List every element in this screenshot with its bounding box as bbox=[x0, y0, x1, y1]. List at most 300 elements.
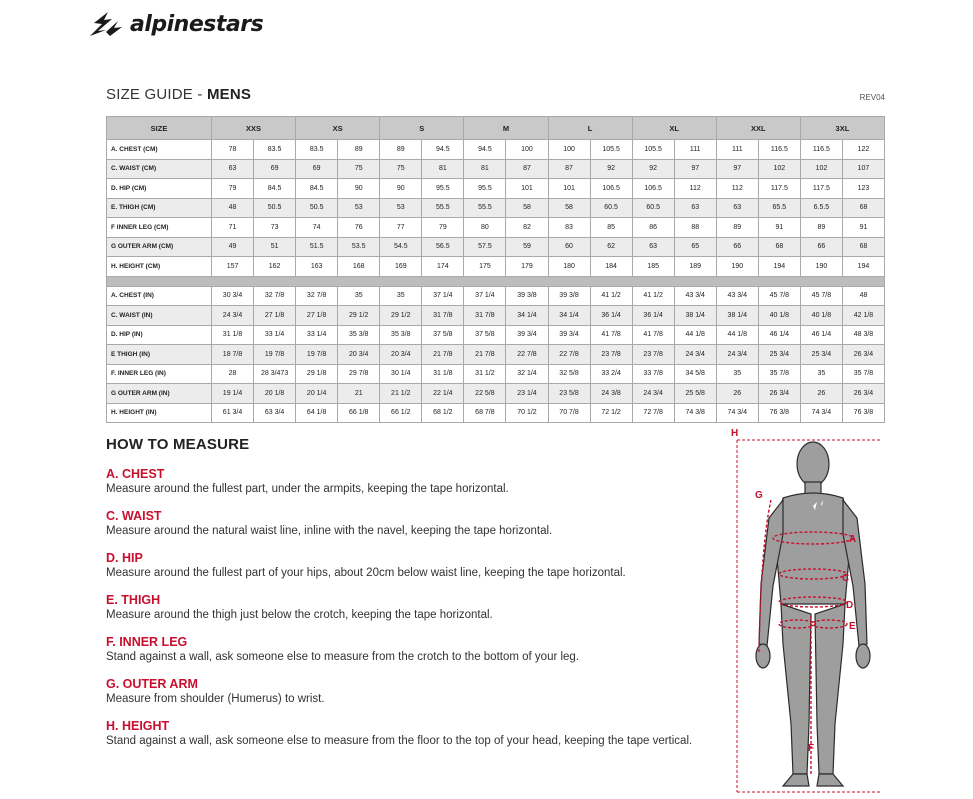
table-cell: 23 5/8 bbox=[548, 384, 590, 404]
table-cell: 34 1/4 bbox=[506, 306, 548, 326]
table-cell: 25 3/4 bbox=[800, 345, 842, 365]
table-cell: 75 bbox=[338, 159, 380, 179]
table-cell: 41 7/8 bbox=[632, 325, 674, 345]
table-row bbox=[107, 218, 885, 238]
row-label: F INNER LEG (CM) bbox=[107, 218, 212, 238]
table-cell: 45 7/8 bbox=[800, 286, 842, 306]
table-cell: 65.5 bbox=[758, 198, 800, 218]
table-cell: 66 1/2 bbox=[380, 403, 422, 423]
table-cell: 102 bbox=[800, 159, 842, 179]
measure-item bbox=[106, 551, 706, 581]
table-row bbox=[107, 325, 885, 345]
size-header-m: M bbox=[464, 117, 548, 140]
title-gender: MENS bbox=[206, 86, 252, 103]
table-cell: 72 7/8 bbox=[632, 403, 674, 423]
table-cell: 28 bbox=[212, 364, 254, 384]
table-cell: 23 1/4 bbox=[506, 384, 548, 404]
mannequin-diagram bbox=[725, 424, 885, 794]
table-cell: 68 7/8 bbox=[464, 403, 506, 423]
table-cell: 73 bbox=[254, 218, 296, 238]
measure-description: Measure around the fullest part, under the armpits, keeping the tape horizontal. bbox=[106, 483, 509, 495]
table-cell: 81 bbox=[464, 159, 506, 179]
table-cell: 60.5 bbox=[590, 198, 632, 218]
table-cell: 80 bbox=[464, 218, 506, 238]
table-cell: 163 bbox=[296, 257, 338, 277]
table-cell: 37 5/8 bbox=[464, 325, 506, 345]
table-cell: 105.5 bbox=[590, 140, 632, 160]
table-cell: 86 bbox=[632, 218, 674, 238]
table-cell: 18 7/8 bbox=[212, 345, 254, 365]
alpinestars-star-icon bbox=[88, 9, 128, 39]
table-cell: 37 5/8 bbox=[422, 325, 464, 345]
table-cell: 63 bbox=[632, 237, 674, 257]
measure-item bbox=[106, 635, 706, 665]
table-cell: 33 1/4 bbox=[254, 325, 296, 345]
table-cell: 24 3/4 bbox=[212, 306, 254, 326]
table-cell: 68 1/2 bbox=[422, 403, 464, 423]
table-cell: 100 bbox=[506, 140, 548, 160]
table-cell: 24 3/4 bbox=[674, 345, 716, 365]
table-cell: 33 1/4 bbox=[296, 325, 338, 345]
row-label: F. INNER LEG (IN) bbox=[107, 364, 212, 384]
table-cell: 26 3/4 bbox=[758, 384, 800, 404]
table-cell: 45 7/8 bbox=[758, 286, 800, 306]
table-cell: 60 bbox=[548, 237, 590, 257]
table-cell: 162 bbox=[254, 257, 296, 277]
row-label: A. CHEST (IN) bbox=[107, 286, 212, 306]
table-cell: 180 bbox=[548, 257, 590, 277]
size-header-s: S bbox=[380, 117, 464, 140]
measure-heading: E. THIGH bbox=[106, 593, 161, 607]
table-cell: 26 3/4 bbox=[842, 384, 884, 404]
table-cell: 97 bbox=[674, 159, 716, 179]
table-cell: 20 1/8 bbox=[254, 384, 296, 404]
table-cell: 32 5/8 bbox=[548, 364, 590, 384]
table-cell: 35 bbox=[800, 364, 842, 384]
table-cell: 50.5 bbox=[254, 198, 296, 218]
table-cell: 51.5 bbox=[296, 237, 338, 257]
table-cell: 35 bbox=[338, 286, 380, 306]
table-cell: 41 7/8 bbox=[590, 325, 632, 345]
table-cell: 83.5 bbox=[296, 140, 338, 160]
measure-description: Measure around the natural waist line, inline with the navel, keeping the tape horizontal. bbox=[106, 525, 553, 537]
table-cell: 185 bbox=[632, 257, 674, 277]
measure-item bbox=[106, 593, 706, 623]
table-cell: 48 3/8 bbox=[842, 325, 884, 345]
brand-logo bbox=[88, 6, 263, 42]
table-row bbox=[107, 384, 885, 404]
table-cell: 26 bbox=[800, 384, 842, 404]
table-cell: 53 bbox=[380, 198, 422, 218]
table-cell: 22 1/4 bbox=[422, 384, 464, 404]
how-to-measure-section bbox=[106, 436, 706, 761]
table-cell: 26 3/4 bbox=[842, 345, 884, 365]
table-cell: 89 bbox=[800, 218, 842, 238]
table-separator bbox=[107, 276, 885, 286]
table-cell: 57.5 bbox=[464, 237, 506, 257]
table-cell: 87 bbox=[548, 159, 590, 179]
label-g: G bbox=[755, 490, 763, 501]
table-cell: 55.5 bbox=[422, 198, 464, 218]
table-cell: 44 1/8 bbox=[674, 325, 716, 345]
table-cell: 35 7/8 bbox=[842, 364, 884, 384]
table-cell: 112 bbox=[674, 179, 716, 199]
row-label: E THIGH (IN) bbox=[107, 345, 212, 365]
table-cell: 116.5 bbox=[800, 140, 842, 160]
measure-description: Measure from shoulder (Humerus) to wrist. bbox=[106, 693, 325, 705]
row-label: A. CHEST (CM) bbox=[107, 140, 212, 160]
label-h: H bbox=[731, 428, 739, 439]
table-cell: 79 bbox=[422, 218, 464, 238]
table-cell: 37 1/4 bbox=[422, 286, 464, 306]
row-label: H. HEIGHT (IN) bbox=[107, 403, 212, 423]
table-cell: 78 bbox=[212, 140, 254, 160]
table-cell: 43 3/4 bbox=[716, 286, 758, 306]
table-row bbox=[107, 198, 885, 218]
table-cell: 190 bbox=[716, 257, 758, 277]
table-cell: 87 bbox=[506, 159, 548, 179]
table-cell: 41 1/2 bbox=[590, 286, 632, 306]
table-cell: 84.5 bbox=[254, 179, 296, 199]
row-label: G OUTER ARM (IN) bbox=[107, 384, 212, 404]
table-cell: 29 1/8 bbox=[296, 364, 338, 384]
row-label: E. THIGH (CM) bbox=[107, 198, 212, 218]
measure-description: Stand against a wall, ask someone else to measure from the floor to the top of your head, keeping the tape vertical. bbox=[106, 735, 693, 747]
table-cell: 50.5 bbox=[296, 198, 338, 218]
table-cell: 43 3/4 bbox=[674, 286, 716, 306]
table-cell: 39 3/8 bbox=[506, 286, 548, 306]
table-cell: 82 bbox=[506, 218, 548, 238]
table-cell: 31 7/8 bbox=[422, 306, 464, 326]
mannequin-body bbox=[756, 442, 870, 786]
table-cell: 29 1/2 bbox=[338, 306, 380, 326]
page-title bbox=[106, 86, 251, 103]
table-cell: 68 bbox=[842, 198, 884, 218]
table-cell: 63 bbox=[212, 159, 254, 179]
table-cell: 116.5 bbox=[758, 140, 800, 160]
table-cell: 102 bbox=[758, 159, 800, 179]
label-e: E bbox=[849, 621, 856, 632]
table-row bbox=[107, 159, 885, 179]
table-cell: 66 bbox=[716, 237, 758, 257]
table-cell: 35 7/8 bbox=[758, 364, 800, 384]
table-cell: 76 bbox=[338, 218, 380, 238]
table-cell: 184 bbox=[590, 257, 632, 277]
table-cell: 70 7/8 bbox=[548, 403, 590, 423]
table-cell: 62 bbox=[590, 237, 632, 257]
measure-heading: F. INNER LEG bbox=[106, 635, 188, 649]
label-d: D bbox=[846, 600, 854, 611]
table-cell: 72 1/2 bbox=[590, 403, 632, 423]
row-label: G OUTER ARM (CM) bbox=[107, 237, 212, 257]
size-header-xs: XS bbox=[296, 117, 380, 140]
table-cell: 21 1/2 bbox=[380, 384, 422, 404]
table-cell: 107 bbox=[842, 159, 884, 179]
table-cell: 76 3/8 bbox=[758, 403, 800, 423]
table-cell: 27 1/8 bbox=[254, 306, 296, 326]
table-cell: 29 1/2 bbox=[380, 306, 422, 326]
table-cell: 32 7/8 bbox=[296, 286, 338, 306]
size-table bbox=[106, 116, 885, 423]
table-cell: 74 3/8 bbox=[674, 403, 716, 423]
table-cell: 53 bbox=[338, 198, 380, 218]
table-cell: 48 bbox=[842, 286, 884, 306]
table-cell: 21 bbox=[338, 384, 380, 404]
table-cell: 30 3/4 bbox=[212, 286, 254, 306]
table-cell: 35 3/8 bbox=[380, 325, 422, 345]
table-cell: 35 bbox=[380, 286, 422, 306]
table-cell: 63 3/4 bbox=[254, 403, 296, 423]
table-cell: 48 bbox=[212, 198, 254, 218]
table-cell: 89 bbox=[380, 140, 422, 160]
table-cell: 23 7/8 bbox=[632, 345, 674, 365]
table-cell: 190 bbox=[800, 257, 842, 277]
table-cell: 61 3/4 bbox=[212, 403, 254, 423]
table-cell: 106.5 bbox=[632, 179, 674, 199]
table-cell: 70 1/2 bbox=[506, 403, 548, 423]
table-cell: 63 bbox=[716, 198, 758, 218]
brand-name: alpinestars bbox=[130, 11, 264, 37]
table-cell: 88 bbox=[674, 218, 716, 238]
table-cell: 66 1/8 bbox=[338, 403, 380, 423]
size-header-xxs: XXS bbox=[212, 117, 296, 140]
table-cell: 20 3/4 bbox=[338, 345, 380, 365]
table-cell: 92 bbox=[590, 159, 632, 179]
size-table-header bbox=[107, 117, 885, 140]
table-cell: 175 bbox=[464, 257, 506, 277]
table-cell: 106.5 bbox=[590, 179, 632, 199]
table-cell: 24 3/4 bbox=[716, 345, 758, 365]
table-cell: 31 1/2 bbox=[464, 364, 506, 384]
table-cell: 19 7/8 bbox=[296, 345, 338, 365]
table-cell: 111 bbox=[674, 140, 716, 160]
table-cell: 46 1/4 bbox=[758, 325, 800, 345]
table-cell: 81 bbox=[422, 159, 464, 179]
measure-description: Measure around the fullest part of your hips, about 20cm below waist line, keeping the tape horizontal. bbox=[106, 567, 626, 579]
table-cell: 68 bbox=[758, 237, 800, 257]
table-cell: 56.5 bbox=[422, 237, 464, 257]
table-cell: 97 bbox=[716, 159, 758, 179]
row-label: D. HIP (CM) bbox=[107, 179, 212, 199]
table-row bbox=[107, 403, 885, 423]
table-cell: 63 bbox=[674, 198, 716, 218]
table-cell: 94.5 bbox=[422, 140, 464, 160]
table-cell: 168 bbox=[338, 257, 380, 277]
row-label: H. HEIGHT (CM) bbox=[107, 257, 212, 277]
table-cell: 34 1/4 bbox=[548, 306, 590, 326]
table-cell: 28 3/473 bbox=[254, 364, 296, 384]
table-cell: 32 1/4 bbox=[506, 364, 548, 384]
table-cell: 55.5 bbox=[464, 198, 506, 218]
row-label: C. WAIST (CM) bbox=[107, 159, 212, 179]
table-cell: 174 bbox=[422, 257, 464, 277]
table-cell: 189 bbox=[674, 257, 716, 277]
measure-heading: D. HIP bbox=[106, 551, 143, 565]
table-cell: 94.5 bbox=[464, 140, 506, 160]
size-header-xxl: XXL bbox=[716, 117, 800, 140]
table-cell: 38 1/4 bbox=[716, 306, 758, 326]
table-cell: 27 1/8 bbox=[296, 306, 338, 326]
table-cell: 157 bbox=[212, 257, 254, 277]
label-a: A bbox=[849, 534, 857, 545]
table-cell: 105.5 bbox=[632, 140, 674, 160]
table-cell: 39 3/4 bbox=[548, 325, 590, 345]
table-cell: 117.5 bbox=[758, 179, 800, 199]
table-cell: 33 2/4 bbox=[590, 364, 632, 384]
table-cell: 21 7/8 bbox=[464, 345, 506, 365]
table-cell: 40 1/8 bbox=[758, 306, 800, 326]
table-cell: 71 bbox=[212, 218, 254, 238]
table-cell: 32 7/8 bbox=[254, 286, 296, 306]
table-cell: 74 3/4 bbox=[800, 403, 842, 423]
table-cell: 74 3/4 bbox=[716, 403, 758, 423]
table-cell: 85 bbox=[590, 218, 632, 238]
revision-code: REV04 bbox=[859, 93, 885, 102]
table-row bbox=[107, 179, 885, 199]
size-column-header: SIZE bbox=[107, 117, 212, 140]
table-cell: 77 bbox=[380, 218, 422, 238]
table-cell: 83 bbox=[548, 218, 590, 238]
table-cell: 24 3/4 bbox=[632, 384, 674, 404]
table-cell: 21 7/8 bbox=[422, 345, 464, 365]
table-cell: 79 bbox=[212, 179, 254, 199]
table-cell: 20 1/4 bbox=[296, 384, 338, 404]
table-cell: 84.5 bbox=[296, 179, 338, 199]
measure-list bbox=[106, 467, 706, 749]
table-cell: 40 1/8 bbox=[800, 306, 842, 326]
size-header-l: L bbox=[548, 117, 632, 140]
table-cell: 91 bbox=[758, 218, 800, 238]
table-row bbox=[107, 257, 885, 277]
table-cell: 95.5 bbox=[422, 179, 464, 199]
table-cell: 25 3/4 bbox=[758, 345, 800, 365]
table-cell: 89 bbox=[338, 140, 380, 160]
table-cell: 91 bbox=[842, 218, 884, 238]
table-cell: 19 1/4 bbox=[212, 384, 254, 404]
table-cell: 90 bbox=[380, 179, 422, 199]
table-cell: 54.5 bbox=[380, 237, 422, 257]
table-cell: 53.5 bbox=[338, 237, 380, 257]
table-cell: 36 1/4 bbox=[590, 306, 632, 326]
table-cell: 95.5 bbox=[464, 179, 506, 199]
size-header-3xl: 3XL bbox=[800, 117, 884, 140]
measure-description: Stand against a wall, ask someone else to measure from the crotch to the bottom of your leg. bbox=[106, 651, 580, 663]
table-cell: 36 1/4 bbox=[632, 306, 674, 326]
table-cell: 39 3/8 bbox=[548, 286, 590, 306]
label-f: F bbox=[808, 743, 815, 754]
table-cell: 111 bbox=[716, 140, 758, 160]
table-cell: 89 bbox=[716, 218, 758, 238]
table-cell: 58 bbox=[506, 198, 548, 218]
table-cell: 22 7/8 bbox=[506, 345, 548, 365]
table-cell: 66 bbox=[800, 237, 842, 257]
table-cell: 51 bbox=[254, 237, 296, 257]
measure-heading: G. OUTER ARM bbox=[106, 677, 198, 691]
table-cell: 92 bbox=[632, 159, 674, 179]
table-cell: 22 7/8 bbox=[548, 345, 590, 365]
table-cell: 117.5 bbox=[800, 179, 842, 199]
separator-cell bbox=[107, 276, 885, 286]
table-cell: 42 1/8 bbox=[842, 306, 884, 326]
table-cell: 37 1/4 bbox=[464, 286, 506, 306]
table-cell: 22 5/8 bbox=[464, 384, 506, 404]
table-cell: 34 5/8 bbox=[674, 364, 716, 384]
table-cell: 26 bbox=[716, 384, 758, 404]
table-cell: 64 1/8 bbox=[296, 403, 338, 423]
measure-item bbox=[106, 509, 706, 539]
table-cell: 123 bbox=[842, 179, 884, 199]
size-header-xl: XL bbox=[632, 117, 716, 140]
table-cell: 194 bbox=[842, 257, 884, 277]
table-cell: 60.5 bbox=[632, 198, 674, 218]
title-prefix: SIZE GUIDE - bbox=[106, 86, 207, 103]
table-cell: 101 bbox=[548, 179, 590, 199]
table-cell: 122 bbox=[842, 140, 884, 160]
how-to-measure-title: HOW TO MEASURE bbox=[106, 436, 250, 453]
table-cell: 35 bbox=[716, 364, 758, 384]
table-cell: 194 bbox=[758, 257, 800, 277]
table-cell: 31 1/8 bbox=[212, 325, 254, 345]
table-cell: 169 bbox=[380, 257, 422, 277]
table-cell: 31 7/8 bbox=[464, 306, 506, 326]
row-label: D. HIP (IN) bbox=[107, 325, 212, 345]
table-cell: 49 bbox=[212, 237, 254, 257]
body-measurement-figure bbox=[725, 424, 885, 794]
table-row bbox=[107, 140, 885, 160]
table-cell: 35 3/8 bbox=[338, 325, 380, 345]
table-row bbox=[107, 364, 885, 384]
table-cell: 69 bbox=[254, 159, 296, 179]
measure-item bbox=[106, 719, 706, 749]
table-cell: 69 bbox=[296, 159, 338, 179]
table-cell: 19 7/8 bbox=[254, 345, 296, 365]
table-cell: 25 5/8 bbox=[674, 384, 716, 404]
table-cell: 39 3/4 bbox=[506, 325, 548, 345]
table-row bbox=[107, 237, 885, 257]
table-cell: 179 bbox=[506, 257, 548, 277]
table-cell: 41 1/2 bbox=[632, 286, 674, 306]
measure-item bbox=[106, 467, 706, 497]
table-cell: 20 3/4 bbox=[380, 345, 422, 365]
label-c: C bbox=[842, 573, 850, 584]
table-cell: 58 bbox=[548, 198, 590, 218]
table-cell: 100 bbox=[548, 140, 590, 160]
table-cell: 112 bbox=[716, 179, 758, 199]
table-cell: 101 bbox=[506, 179, 548, 199]
measure-heading: C. WAIST bbox=[106, 509, 162, 523]
table-row bbox=[107, 345, 885, 365]
table-cell: 24 3/8 bbox=[590, 384, 632, 404]
measure-item bbox=[106, 677, 706, 707]
table-cell: 83.5 bbox=[254, 140, 296, 160]
table-cell: 74 bbox=[296, 218, 338, 238]
table-cell: 31 1/8 bbox=[422, 364, 464, 384]
row-label: C. WAIST (IN) bbox=[107, 306, 212, 326]
measure-heading: H. HEIGHT bbox=[106, 719, 170, 733]
table-cell: 44 1/8 bbox=[716, 325, 758, 345]
table-cell: 46 1/4 bbox=[800, 325, 842, 345]
table-cell: 38 1/4 bbox=[674, 306, 716, 326]
table-cell: 6.5.5 bbox=[800, 198, 842, 218]
table-cell: 59 bbox=[506, 237, 548, 257]
measure-description: Measure around the thigh just below the crotch, keeping the tape horizontal. bbox=[106, 609, 493, 621]
table-row bbox=[107, 286, 885, 306]
table-cell: 30 1/4 bbox=[380, 364, 422, 384]
table-cell: 29 7/8 bbox=[338, 364, 380, 384]
table-cell: 90 bbox=[338, 179, 380, 199]
table-row bbox=[107, 306, 885, 326]
measure-heading: A. CHEST bbox=[106, 467, 165, 481]
